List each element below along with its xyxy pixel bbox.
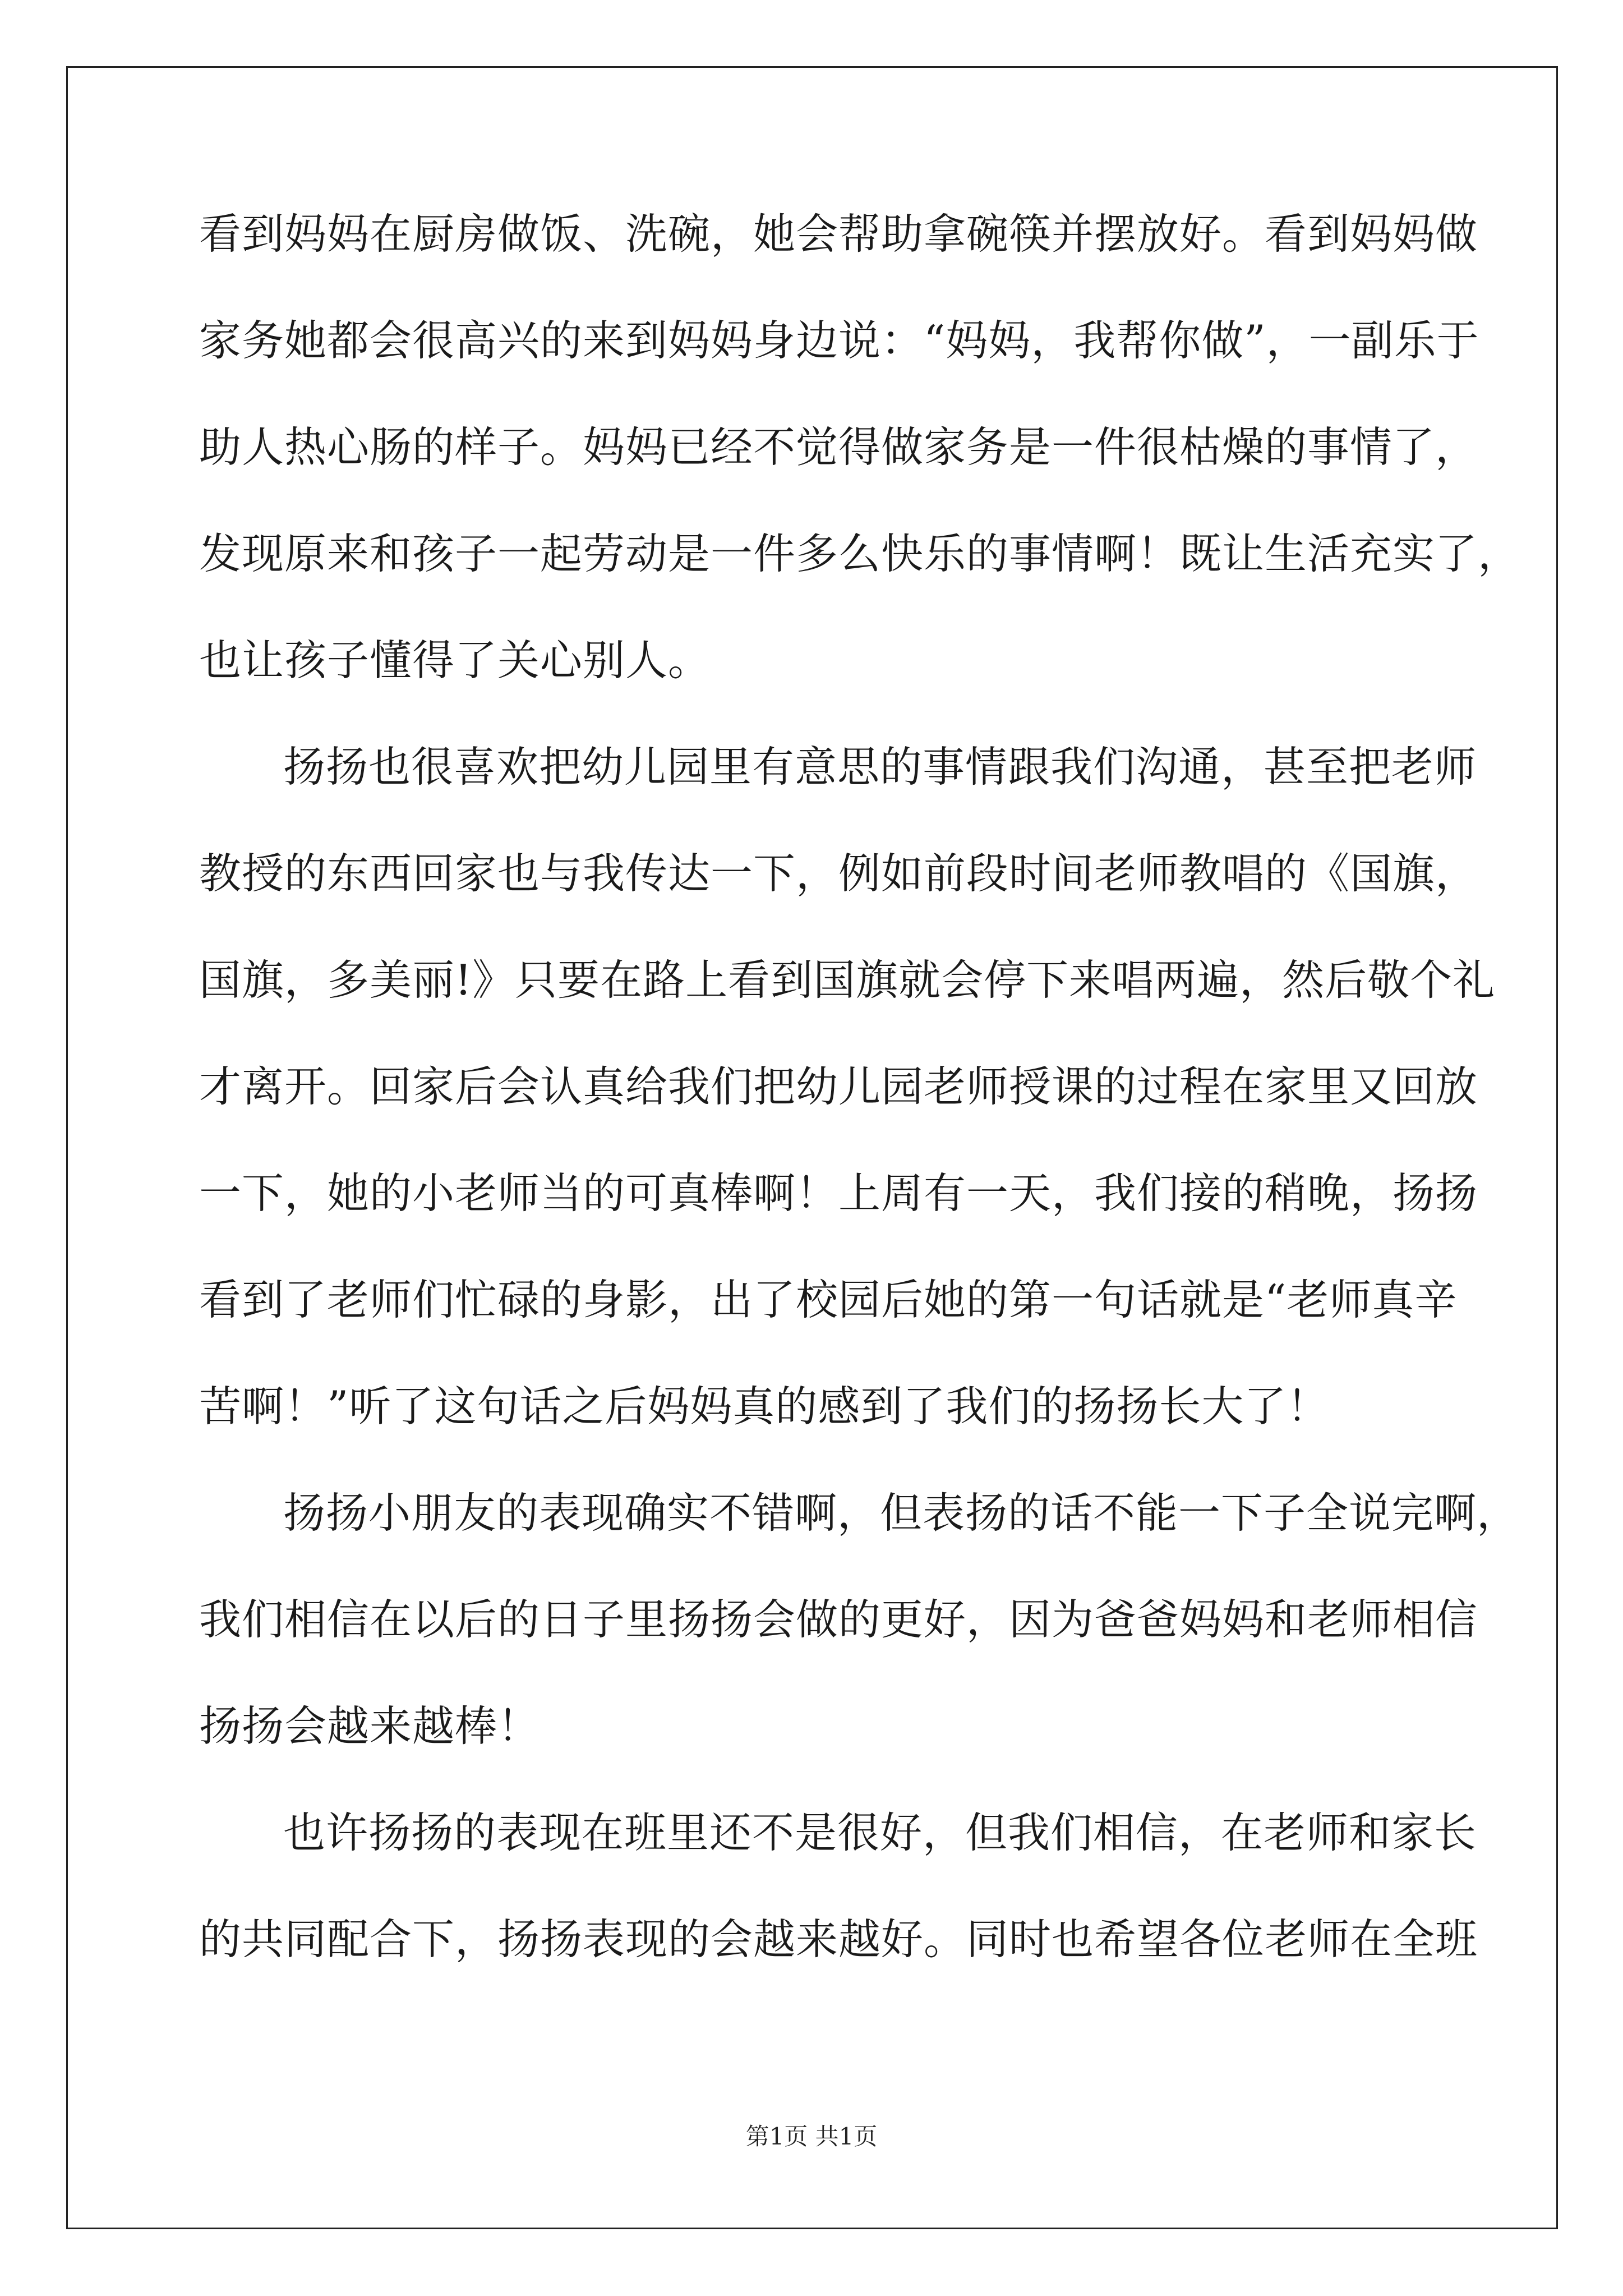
text-line: 才离开。回家后会认真给我们把幼儿园老师授课的过程在家里又回放	[199, 1062, 1478, 1111]
text-line: 扬扬会越来越棒！	[199, 1701, 541, 1751]
text-line: 教授的东西回家也与我传达一下，例如前段时间老师教唱的《国旗，	[199, 849, 1478, 898]
text-line: 发现原来和孩子一起劳动是一件多么快乐的事情啊！既让生活充实了，	[199, 529, 1521, 578]
text-line: 看到妈妈在厨房做饭、洗碗，她会帮助拿碗筷并摆放好。看到妈妈做	[199, 209, 1478, 259]
paragraph-start-line: 扬扬也很喜欢把幼儿园里有意思的事情跟我们沟通，甚至把老师	[283, 742, 1477, 792]
text-line: 也让孩子懂得了关心别人。	[199, 636, 711, 685]
text-line: 国旗，多美丽!》只要在路上看到国旗就会停下来唱两遍，然后敬个礼	[199, 955, 1496, 1005]
text-line: 助人热心肠的样子。妈妈已经不觉得做家务是一件很枯燥的事情了，	[199, 422, 1478, 472]
text-line: 家务她都会很高兴的来到妈妈身边说：“妈妈，我帮你做”，一副乐于	[199, 316, 1479, 365]
page-number-footer: 第1页 共1页	[745, 2123, 878, 2150]
document-body	[199, 209, 1521, 2025]
paragraph-start-line: 扬扬小朋友的表现确实不错啊，但表扬的话不能一下子全说完啊，	[283, 1488, 1520, 1538]
text-line: 的共同配合下，扬扬表现的会越来越好。同时也希望各位老师在全班	[199, 1915, 1478, 1964]
paragraph-start-line: 也许扬扬的表现在班里还不是很好，但我们相信，在老师和家长	[283, 1808, 1477, 1857]
text-line: 我们相信在以后的日子里扬扬会做的更好，因为爸爸妈妈和老师相信	[199, 1595, 1478, 1644]
text-line: 看到了老师们忙碌的身影，出了校园后她的第一句话就是“老师真辛	[199, 1275, 1458, 1324]
text-line: 一下，她的小老师当的可真棒啊！上周有一天，我们接的稍晚，扬扬	[199, 1168, 1478, 1218]
text-line: 苦啊！”听了这句话之后妈妈真的感到了我们的扬扬长大了！	[199, 1382, 1330, 1431]
